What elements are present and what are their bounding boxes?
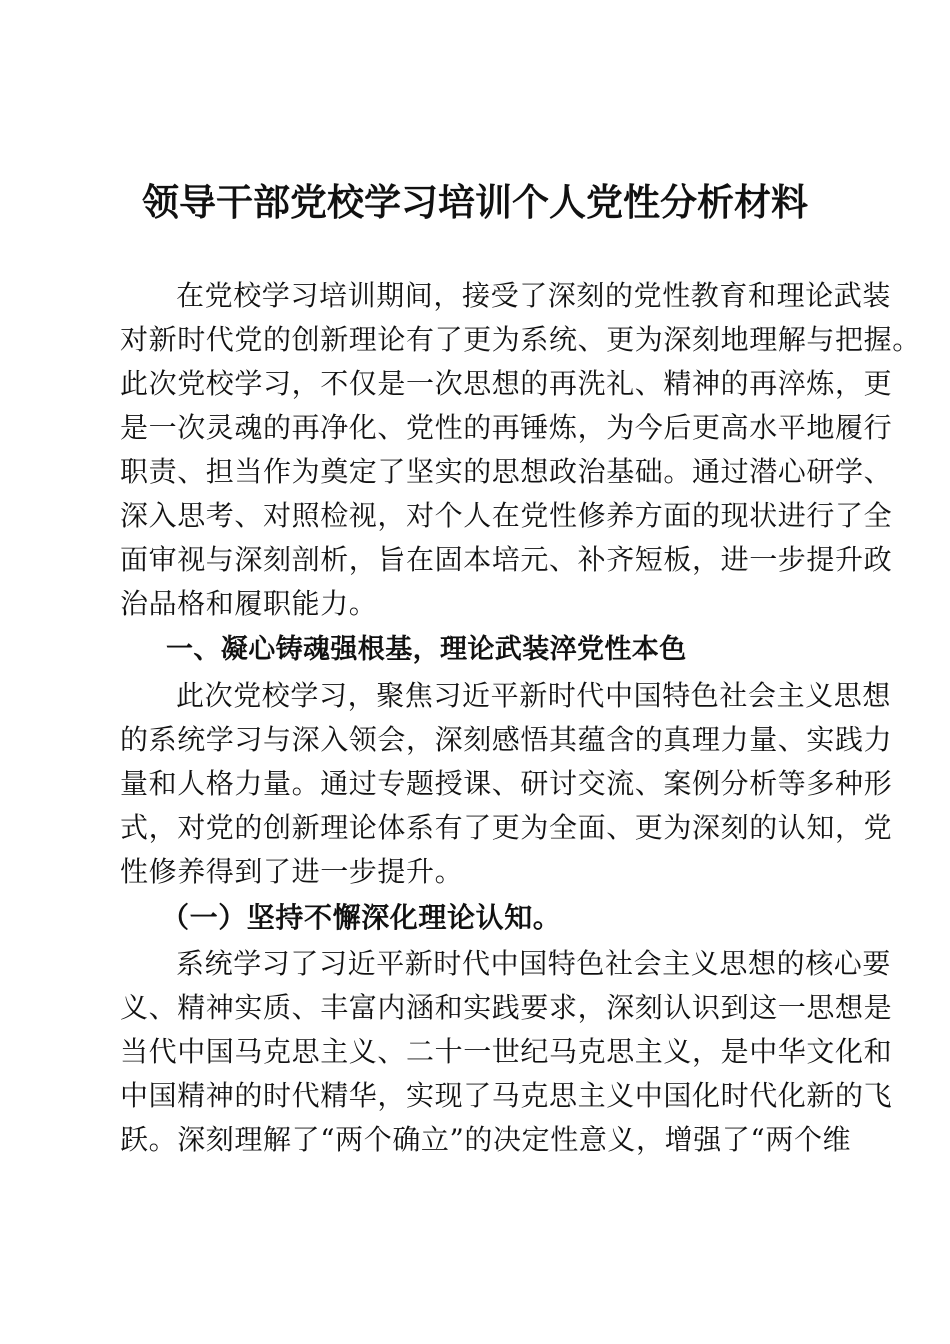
paragraph-line: 在党校学习培训期间，接受了深刻的党性教育和理论武装: [176, 279, 892, 312]
paragraph-line: 式，对党的创新理论体系有了更为全面、更为深刻的认知，党: [120, 811, 893, 844]
paragraph-line: 的系统学习与深入领会，深刻感悟其蕴含的真理力量、实践力: [120, 723, 893, 756]
paragraph-line: 此次党校学习，聚焦习近平新时代中国特色社会主义思想: [176, 679, 892, 712]
paragraph-line: 系统学习了习近平新时代中国特色社会主义思想的核心要: [176, 947, 892, 980]
paragraph-line: 深入思考、对照检视，对个人在党性修养方面的现状进行了全: [120, 499, 893, 532]
paragraph-line: 当代中国马克思主义、二十一世纪马克思主义，是中华文化和: [120, 1035, 893, 1068]
paragraph-line: 中国精神的时代精华，实现了马克思主义中国化时代化新的飞: [120, 1079, 893, 1112]
paragraph-line: 跃。深刻理解了“两个确立”的决定性意义，增强了“两个维: [120, 1123, 852, 1156]
paragraph-line: 职责、担当作为奠定了坚实的思想政治基础。通过潜心研学、: [120, 455, 893, 488]
paragraph-line: 对新时代党的创新理论有了更为系统、更为深刻地理解与把握。: [120, 323, 921, 356]
document-title: 领导干部党校学习培训个人党性分析材料: [142, 180, 808, 224]
paragraph-line: 性修养得到了进一步提升。: [120, 855, 464, 888]
paragraph-line: 是一次灵魂的再净化、党性的再锤炼，为今后更高水平地履行: [120, 411, 893, 444]
paragraph-line: 此次党校学习，不仅是一次思想的再洗礼、精神的再淬炼，更: [120, 367, 893, 400]
subsection-heading: （一）坚持不懈深化理论认知。: [161, 901, 562, 934]
paragraph-line: 面审视与深刻剖析，旨在固本培元、补齐短板，进一步提升政: [120, 543, 893, 576]
paragraph-line: 量和人格力量。通过专题授课、研讨交流、案例分析等多种形: [120, 767, 893, 800]
section-heading: 一、凝心铸魂强根基，理论武装淬党性本色: [166, 634, 687, 665]
paragraph-line: 治品格和履职能力。: [120, 587, 378, 620]
paragraph-line: 义、精神实质、丰富内涵和实践要求，深刻认识到这一思想是: [120, 991, 893, 1024]
